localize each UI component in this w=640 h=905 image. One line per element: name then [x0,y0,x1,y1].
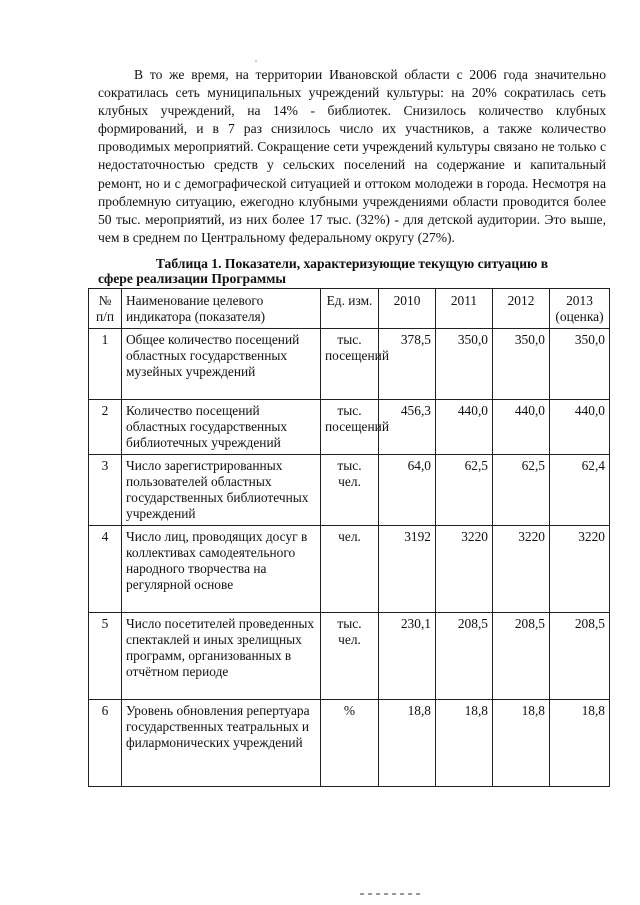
row-indicator-name: Общее количество посещений областных государственных музейных учреждений [122,329,321,400]
table-row [89,329,610,400]
row-num: 2 [89,400,122,455]
table-caption-line-1: Таблица 1. Показатели, характеризующие текущую ситуацию в [155,256,549,271]
row-unit: тыс. чел. [321,613,379,700]
row-value-2013: 208,5 [550,613,610,700]
row-num: 6 [89,700,122,787]
row-num: 1 [89,329,122,400]
row-num: 4 [89,526,122,613]
row-value-2010: 456,3 [379,400,436,455]
table-row [89,613,610,700]
row-num: 5 [89,613,122,700]
row-value-2012: 3220 [493,526,550,613]
row-unit: тыс. чел. [321,455,379,526]
row-value-2010: 230,1 [379,613,436,700]
row-indicator-name: Число лиц, проводящих досуг в коллективах самодеятельного народного творчества на регулярной основе [122,526,321,613]
row-value-2011: 208,5 [436,613,493,700]
row-value-2010: 3192 [379,526,436,613]
row-value-2012: 62,5 [493,455,550,526]
row-value-2011: 62,5 [436,455,493,526]
row-value-2012: 440,0 [493,400,550,455]
row-value-2013: 18,8 [550,700,610,787]
row-num: 3 [89,455,122,526]
table-row [89,455,610,526]
table-caption-line-2: сфере реализации Программы [98,271,287,286]
row-value-2013: 62,4 [550,455,610,526]
header-2013: 2013 (оценка) [550,289,610,329]
row-value-2011: 3220 [436,526,493,613]
row-value-2011: 18,8 [436,700,493,787]
indicators-table [88,288,610,787]
row-unit: тыс. посещений [321,329,379,400]
row-value-2013: 440,0 [550,400,610,455]
header-2010: 2010 [379,289,436,329]
table-caption [98,256,606,286]
header-name: Наименование целевого индикатора (показателя) [122,289,321,329]
row-unit: чел. [321,526,379,613]
row-value-2010: 18,8 [379,700,436,787]
header-unit: Ед. изм. [321,289,379,329]
row-indicator-name: Уровень обновления репертуара государственных театральных и филармонических учреждений [122,700,321,787]
header-2012: 2012 [493,289,550,329]
row-value-2010: 64,0 [379,455,436,526]
row-unit: % [321,700,379,787]
table-row [89,400,610,455]
row-indicator-name: Количество посещений областных государственных библиотечных учреждений [122,400,321,455]
table-row [89,526,610,613]
scan-speck [255,60,257,62]
row-indicator-name: Число посетителей проведенных спектаклей и иных зрелищных программ, организованных в отчётном периоде [122,613,321,700]
row-value-2010: 378,5 [379,329,436,400]
row-value-2012: 18,8 [493,700,550,787]
table-header-row [89,289,610,329]
row-indicator-name: Число зарегистрированных пользователей областных государственных библиотечных учреждений [122,455,321,526]
row-value-2012: 208,5 [493,613,550,700]
row-value-2011: 440,0 [436,400,493,455]
row-unit: тыс. посещений [321,400,379,455]
body-paragraph: В то же время, на территории Ивановской области с 2006 года значительно сократилась сеть муниципальных учреждений культуры: на 20% сократилась сеть клубных учреждений, на 14% - библиотек. Снизилось количество клубных формирований, и в 7 раз снизилось число их участников, а также количество проводимых мероприятий. Сокращение сети учреждений культуры связано не только с недостаточностью средств у сельских поселений на содержание и капитальный ремонт, но и с демографической ситуацией и оттоком молодежи в города. Несмотря на проблемную ситуацию, ежегодно клубными учреждениями области проводится более 50 тыс. мероприятий, из них более 17 тыс. (32%) - для детской аудитории. Это выше, чем в среднем по Центральному федеральному округу (27%). [98,67,606,245]
row-value-2013: 350,0 [550,329,610,400]
row-value-2012: 350,0 [493,329,550,400]
header-2011: 2011 [436,289,493,329]
header-num: № п/п [89,289,122,329]
table-row [89,700,610,787]
row-value-2011: 350,0 [436,329,493,400]
scan-artifact [360,893,420,895]
row-value-2013: 3220 [550,526,610,613]
